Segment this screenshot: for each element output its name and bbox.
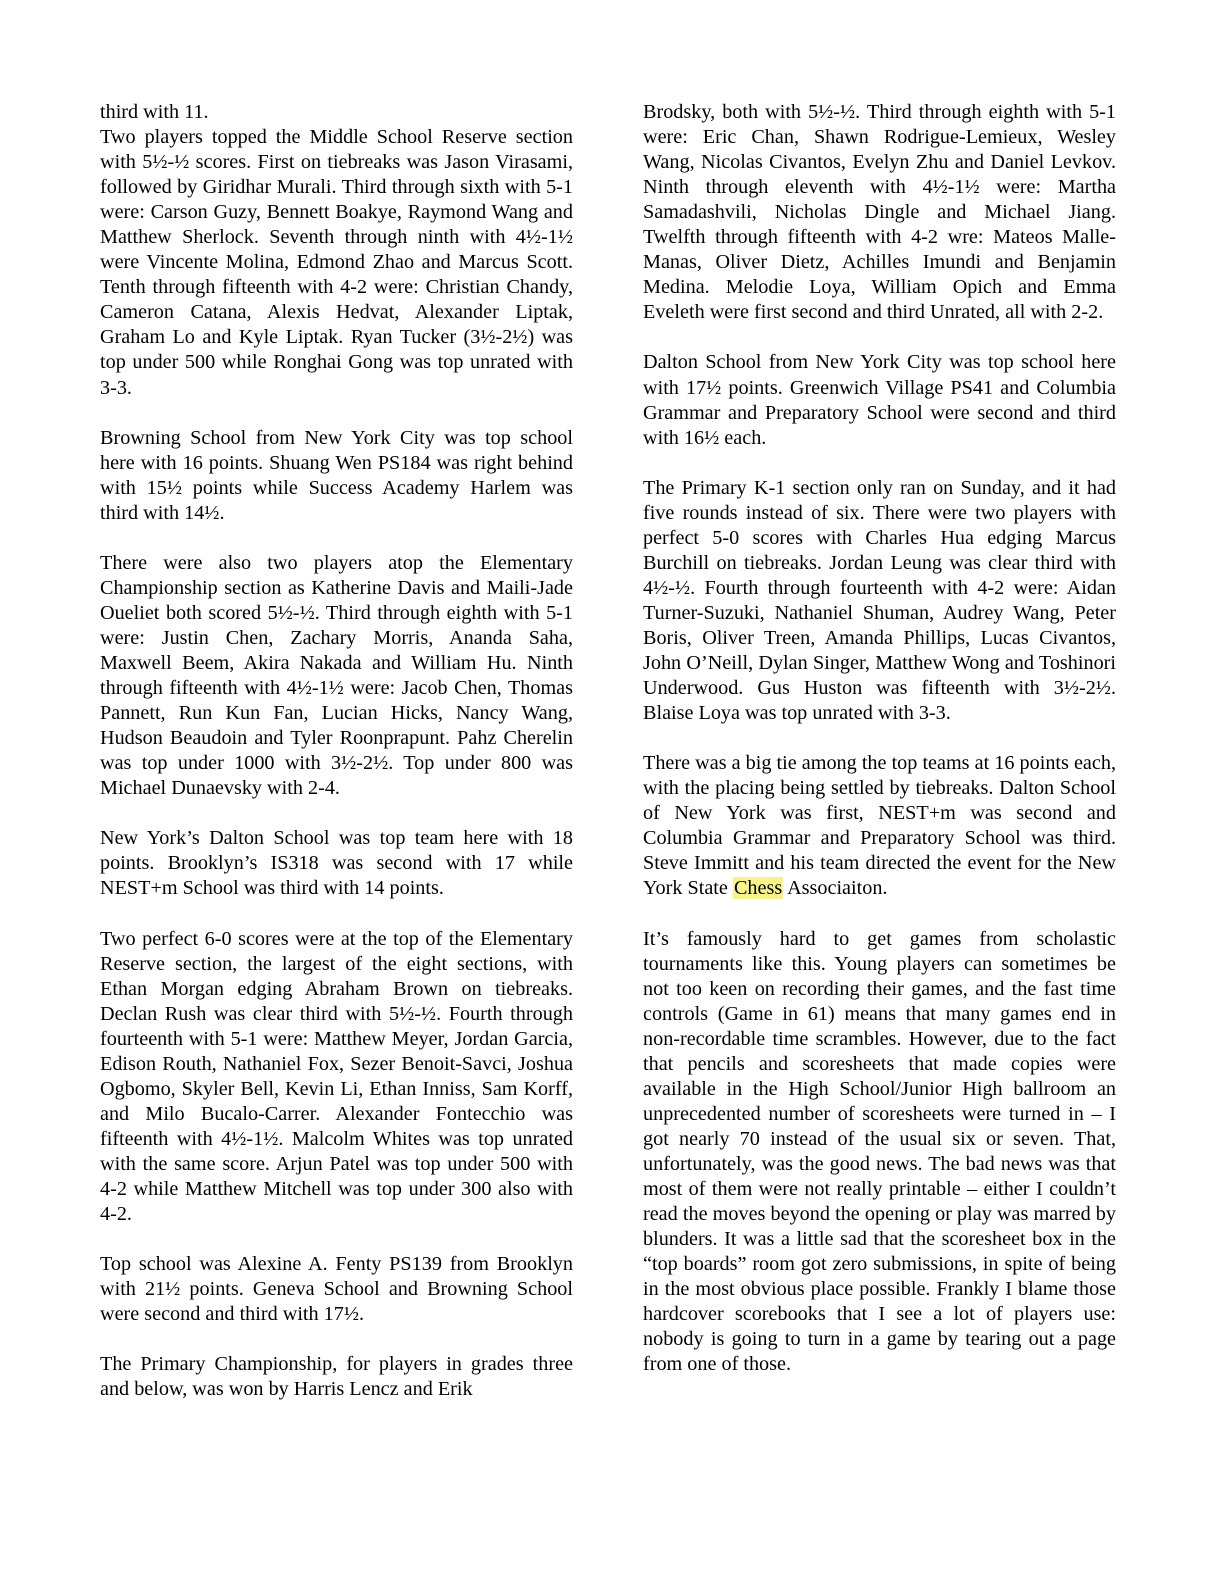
paragraph: Two perfect 6-0 scores were at the top of the Elementary Reserve section, the largest of the eight sections, with Ethan Morgan edging Abraham Brown on tiebreaks. Declan Rush was clear third with 5½-½. Fourth through fourteenth with 5-1 were: Matthew Meyer, Jordan Garcia, Edison Routh, Nathaniel Fox, Sezer Benoit-Savci, Joshua Ogbomo, Skyler Bell, Kevin Li, Ethan Inniss, Sam Korff, and Milo Bucalo-Carrer. Alexander Fontecchio was fifteenth with 4½-1½. Malcolm Whites was top unrated with the same score. Arjun Patel was top under 500 with 4-2 while Matthew Mitchell was top under 300 also with 4-2. [100, 927, 573, 1226]
right-column [643, 100, 1116, 1377]
paragraph: The Primary Championship, for players in grades three and below, was won by Harris Lencz and Erik [100, 1353, 573, 1401]
paragraph: It’s famously hard to get games from scholastic tournaments like this. Young players can sometimes be not too keen on recording their games, and the fast time controls (Game in 61) means that many games end in non-recordable time scrambles. However, due to the fact that pencils and scoresheets that made copies were available in the High School/Junior High ballroom an unprecedented number of scoresheets were turned in – I got nearly 70 instead of the usual six or seven. That, unfortunately, was the good news. The bad news was that most of them were not really printable – either I couldn’t read the moves beyond the opening or play was marred by blunders. It was a little sad that the scoresheet box in the “top boards” room got zero submissions, in spite of being in the most obvious place possible. Frankly I blame those hardcover scorebooks that I see a lot of players use: nobody is going to turn in a game by tearing out a page from one of those. [643, 927, 1116, 1376]
two-column-layout [100, 100, 1123, 1402]
paragraph: There were also two players atop the Elementary Championship section as Katherine Davis and Maili-Jade Oueliet both scored 5½-½. Third through eighth with 5-1 were: Justin Chen, Zachary Morris, Ananda Saha, Maxwell Beem, Akira Nakada and William Hu. Ninth through fifteenth with 4½-1½ were: Jacob Chen, Thomas Pannett, Run Kun Fan, Lucian Hicks, Nancy Wang, Hudson Beaudoin and Tyler Roonprapunt. Pahz Cherelin was top under 1000 with 3½-2½. Top under 800 was Michael Dunaevsky with 2-4. [100, 551, 573, 800]
highlighted-word: Chess [733, 877, 783, 900]
paragraph-with-highlight: There was a big tie among the top teams at 16 points each, with the placing being settled by tiebreaks. Dalton School of New York was first, NEST+m was second and Columbia Grammar and Preparatory School was third. Steve Immitt and his team directed the event for the New York State Chess Associaiton. [643, 752, 1116, 900]
paragraph: third with 11. [100, 101, 209, 123]
paragraph: Top school was Alexine A. Fenty PS139 from Brooklyn with 21½ points. Geneva School and Browning School were second and third with 17½. [100, 1253, 573, 1326]
paragraph: Browning School from New York City was top school here with 16 points. Shuang Wen PS184 was right behind with 15½ points while Success Academy Harlem was third with 14½. [100, 426, 573, 524]
paragraph: The Primary K-1 section only ran on Sunday, and it had five rounds instead of six. There were two players with perfect 5-0 scores with Charles Hua edging Marcus Burchill on tiebreaks. Jordan Leung was clear third with 4½-½. Fourth through fourteenth with 4-2 were: Aidan Turner-Suzuki, Nathaniel Shuman, Audrey Wang, Peter Boris, Oliver Treen, Amanda Phillips, Lucas Civantos, John O’Neill, Dylan Singer, Matthew Wong and Toshinori Underwood. Gus Huston was fifteenth with 3½-2½. Blaise Loya was top unrated with 3-3. [643, 476, 1116, 725]
paragraph: New York’s Dalton School was top team here with 18 points. Brooklyn’s IS318 was second with 17 while NEST+m School was third with 14 points. [100, 827, 573, 900]
paragraph: Brodsky, both with 5½-½. Third through eighth with 5-1 were: Eric Chan, Shawn Rodrigue-Lemieux, Wesley Wang, Nicolas Civantos, Evelyn Zhu and Daniel Levkov. Ninth through eleventh with 4½-1½ were: Martha Samadashvili, Nicholas Dingle and Michael Jiang. Twelfth through fifteenth with 4-2 wre: Mateos Malle-Manas, Oliver Dietz, Achilles Imundi and Benjamin Medina. Melodie Loya, William Opich and Emma Eveleth were first second and third Unrated, all with 2-2. [643, 101, 1116, 324]
left-column [100, 100, 573, 1402]
paragraph: Dalton School from New York City was top school here with 17½ points. Greenwich Village PS41 and Columbia Grammar and Preparatory School were second and third with 16½ each. [643, 351, 1116, 449]
paragraph: Two players topped the Middle School Reserve section with 5½-½ scores. First on tiebreaks was Jason Virasami, followed by Giridhar Murali. Third through sixth with 5-1 were: Carson Guzy, Bennett Boakye, Raymond Wang and Matthew Sherlock. Seventh through ninth with 4½-1½ were Vincente Molina, Edmond Zhao and Marcus Scott. Tenth through fifteenth with 4-2 were: Christian Chandy, Cameron Catana, Alexis Hedvat, Alexander Liptak, Graham Lo and Kyle Liptak. Ryan Tucker (3½-2½) was top under 500 while Ronghai Gong was top unrated with 3-3. [100, 126, 573, 399]
